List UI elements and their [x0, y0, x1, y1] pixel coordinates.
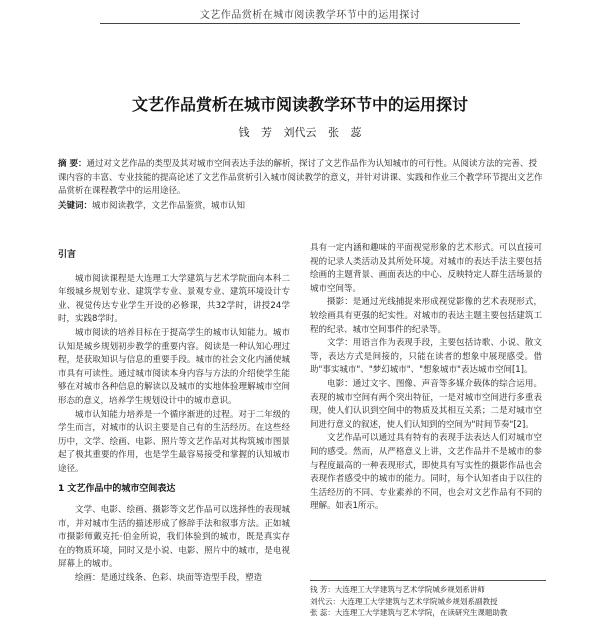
paragraph: 文艺作品可以通过具有特有的表现手法表达人们对城市空间的感受。然而，从严格意义上讲，文艺作品并不是城市的参与程度最高的一种表现形式，即使具有写实性的摄影作品也会表现作者感受中的城市的能力。同时，每个认知者由于以往的生活经历的不同、专业素养的不同，也会对文艺作品有不同的理解。如表1所示。	[310, 433, 542, 512]
paragraph-continued: 具有一定内涵和趣味的平面视觉形象的艺术形式。可以直接可视的记录人类活动及其所处环境。对城市的表达手法主要包括绘画的主题背景、画面表达的中心、反映特定人群生活场景的城市空间等。	[310, 243, 542, 294]
keywords-label: 关键词：	[58, 200, 93, 211]
paragraph: 城市认知能力培养是一个循序渐进的过程。对于二年级的学生而言，对城市的认识主要是自己有的生活经历。在这些经历中，文学、绘画、电影、照片等文艺作品对其构筑城市图景起了极其重要的作用，也是学生最容易接受和掌握的认知城市途径。	[58, 409, 290, 474]
authors: 钱 芳 刘代云 张 蕊	[238, 126, 362, 139]
author-note: 刘代云：大连理工大学建筑与艺术学院城乡规划系副教授	[310, 596, 498, 606]
paragraph: 文学：用语言作为表现手段，主要包括诗歌、小说、散文等，表达方式是间接的，只能在读者的想象中展现感受。借助"事实城市"、"梦幻城市"、"想象城市"表达城市空间[1]。	[310, 338, 542, 376]
left-column	[58, 242, 290, 586]
author-note: 张 蕊：大连理工大学建筑与艺术学院，在读研究生课题助教	[310, 608, 508, 617]
right-column	[310, 242, 542, 514]
keywords	[58, 200, 544, 214]
abstract-block	[58, 158, 544, 213]
running-head: 文艺作品赏析在城市阅读教学环节中的运用探讨	[100, 6, 520, 24]
paragraph: 电影：通过文字、图像、声音等多媒介载体的综合运用。表现的城市空间有两个突出特征，一是对城市空间进行多重表现，使人们认识到空间中的物质及其相互关系；二是对城市空间进行意义的叙述，使人们认知到的空间为"时间节奏"[2]。	[310, 378, 542, 430]
keywords-text: 城市阅读教学，文艺作品鉴赏，城市认知	[92, 200, 246, 211]
paragraph: 城市阅读课程是大连理工大学建筑与艺术学院面向本科二年级城乡规划专业、建筑学专业、景观专业、建筑环境设计专业、视觉传达专业学生开设的必修课，共32学时，讲授24学时，实践8学时。	[58, 273, 290, 325]
author-note: 钱 芳：大连理工大学建筑与艺术学院城乡规划系讲师	[310, 585, 485, 594]
paragraph: 城市阅读的培养目标在于提高学生的城市认知能力。城市认知是城乡规划初步教学的重要内容。阅读是一种认知心理过程，是获取知识与信息的重要手段。城市的社会文化内涵使城市具有可读性。通过城市阅读本身内容与方法的介绍使学生能够在对城市各种信息的解读以及城市的实地体验理解城市空间形态的意义，培养学生规划设计中的城市意识。	[58, 327, 290, 406]
abstract-label: 摘 要：	[58, 159, 87, 169]
article-title: 文艺作品赏析在城市阅读教学环节中的运用探讨	[131, 95, 468, 114]
paragraph: 绘画：是通过线条、色彩、块面等造型手段，塑造	[75, 573, 263, 584]
intro-heading: 引言	[58, 250, 77, 260]
paragraph: 文学、电影、绘画、摄影等文艺作品可以选择性的表现城市，并对城市生活的描述形成了修辞手法和叙事方法。正如城市摄影师戴克托·伯金所说，我们体验到的城市，既是真实存在的物质环境，同时又是小说、电影、照片中的城市，是电视屏幕上的城市。	[58, 505, 290, 570]
section-1-heading: 1 文艺作品中的城市空间表达	[58, 483, 176, 494]
abstract	[58, 158, 544, 199]
abstract-text: 通过对文艺作品的类型及其对城市空间表达手法的解析，探讨了文艺作品作为认知城市的可行性。从阅读方法的完善、授课内容的丰富、专业技能的提高论述了文艺作品赏析引入城市阅读教学的意义，并针对讲课、实践和作业三个教学环节提出文艺作品赏析在课程教学中的运用途径。	[58, 159, 543, 196]
author-notes	[310, 580, 546, 619]
paragraph: 摄影：是通过光线捕捉来形成视觉影像的艺术表现形式，较绘画具有更强的纪实性。对城市的表达主题主要包括建筑工程的纪录、城市空间事件的纪录等。	[310, 297, 542, 335]
